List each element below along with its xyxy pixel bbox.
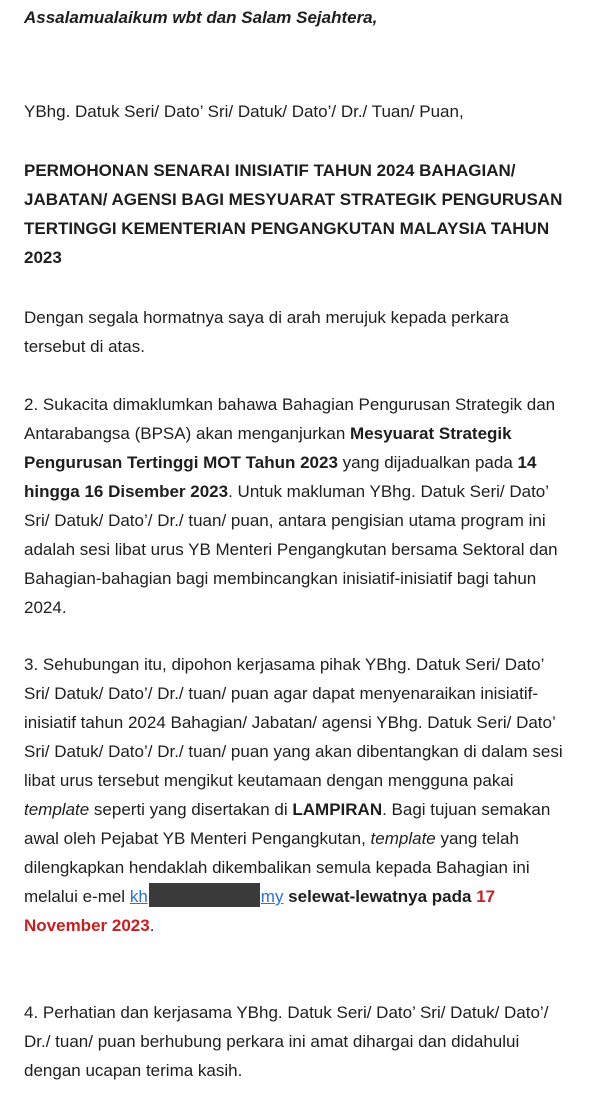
para3-text-1: 3. Sehubungan itu, dipohon kerjasama pihak YBhg. Datuk Seri/ Dato’ Sri/ Datuk/ Dato’/ Dr./ tuan/ puan agar dapat menyenaraikan inisiatif-inisiatif tahun 2024 Bahagian/ Jabatan/ agensi YBhg. Datuk Seri/ Dato’ Sri/ Datuk/ Dato’/ Dr./ tuan/ puan yang akan dibentangkan di dalam sesi libat urus tersebut mengikut keutamaan dengan mengguna pakai bbox=[24, 655, 563, 790]
para3-text-4: yang telah dilengkapkan hendaklah dikembalikan semula kepada Bahagian ini melalui e-mel bbox=[24, 829, 530, 906]
para3-text-5: . bbox=[149, 916, 155, 935]
para2-text-2: yang dijadualkan pada bbox=[337, 453, 518, 472]
paragraph-3 bbox=[24, 650, 572, 940]
template-term-1: template bbox=[24, 800, 90, 819]
deadline-date: 17 November 2023 bbox=[24, 887, 496, 935]
para3-text-3: . Bagi tujuan semakan awal oleh Pejabat YB Menteri Pengangkutan, bbox=[24, 800, 551, 848]
template-term-2: template bbox=[370, 829, 436, 848]
para2-text-3: . Untuk makluman YBhg. Datuk Seri/ Dato’ Sri/ Datuk/ Dato’/ Dr./ tuan/ puan, antara pengisian utama program ini adalah sesi libat urus YB Menteri Pengangkutan bersama Sektoral dan Bahagian-bahagian bagi membincangkan inisiatif-inisiatif bagi tahun 2024. bbox=[24, 482, 558, 617]
deadline-intro: selewat-lewatnya pada bbox=[283, 887, 477, 906]
email-link-end: my bbox=[260, 887, 284, 906]
subject-heading: PERMOHONAN SENARAI INISIATIF TAHUN 2024 BAHAGIAN/ JABATAN/ AGENSI BAGI MESYUARAT STRATEGIK PENGURUSAN TERTINGGI KEMENTERIAN PENGANGKUTAN MALAYSIA TAHUN 2023 bbox=[24, 161, 563, 267]
email-redaction bbox=[149, 883, 260, 907]
para3-text-2: seperti yang disertakan di bbox=[89, 800, 293, 819]
attachment-label: LAMPIRAN bbox=[292, 800, 383, 819]
paragraph-4: 4. Perhatian dan kerjasama YBhg. Datuk Seri/ Dato’ Sri/ Datuk/ Dato’/ Dr./ tuan/ puan berhubung perkara ini amat dihargai dan didahului dengan ucapan terima kasih. bbox=[24, 1003, 549, 1080]
meeting-dates: 14 hingga 16 Disember 2023 bbox=[24, 453, 537, 501]
meeting-name: Mesyuarat Strategik Pengurusan Tertinggi MOT Tahun 2023 bbox=[24, 424, 512, 472]
paragraph-2 bbox=[24, 390, 572, 622]
paragraph-1: Dengan segala hormatnya saya di arah merujuk kepada perkara tersebut di atas. bbox=[24, 308, 509, 356]
para2-text-1: 2. Sukacita dimaklumkan bahawa Bahagian Pengurusan Strategik dan Antarabangsa (BPSA) akan menganjurkan bbox=[24, 395, 556, 443]
email-link[interactable] bbox=[130, 887, 284, 906]
email-link-start: kh bbox=[129, 887, 148, 906]
greeting: Assalamualaikum wbt dan Salam Sejahtera, bbox=[24, 8, 378, 27]
salutation: YBhg. Datuk Seri/ Dato’ Sri/ Datuk/ Dato’/ Dr./ Tuan/ Puan, bbox=[24, 102, 464, 121]
